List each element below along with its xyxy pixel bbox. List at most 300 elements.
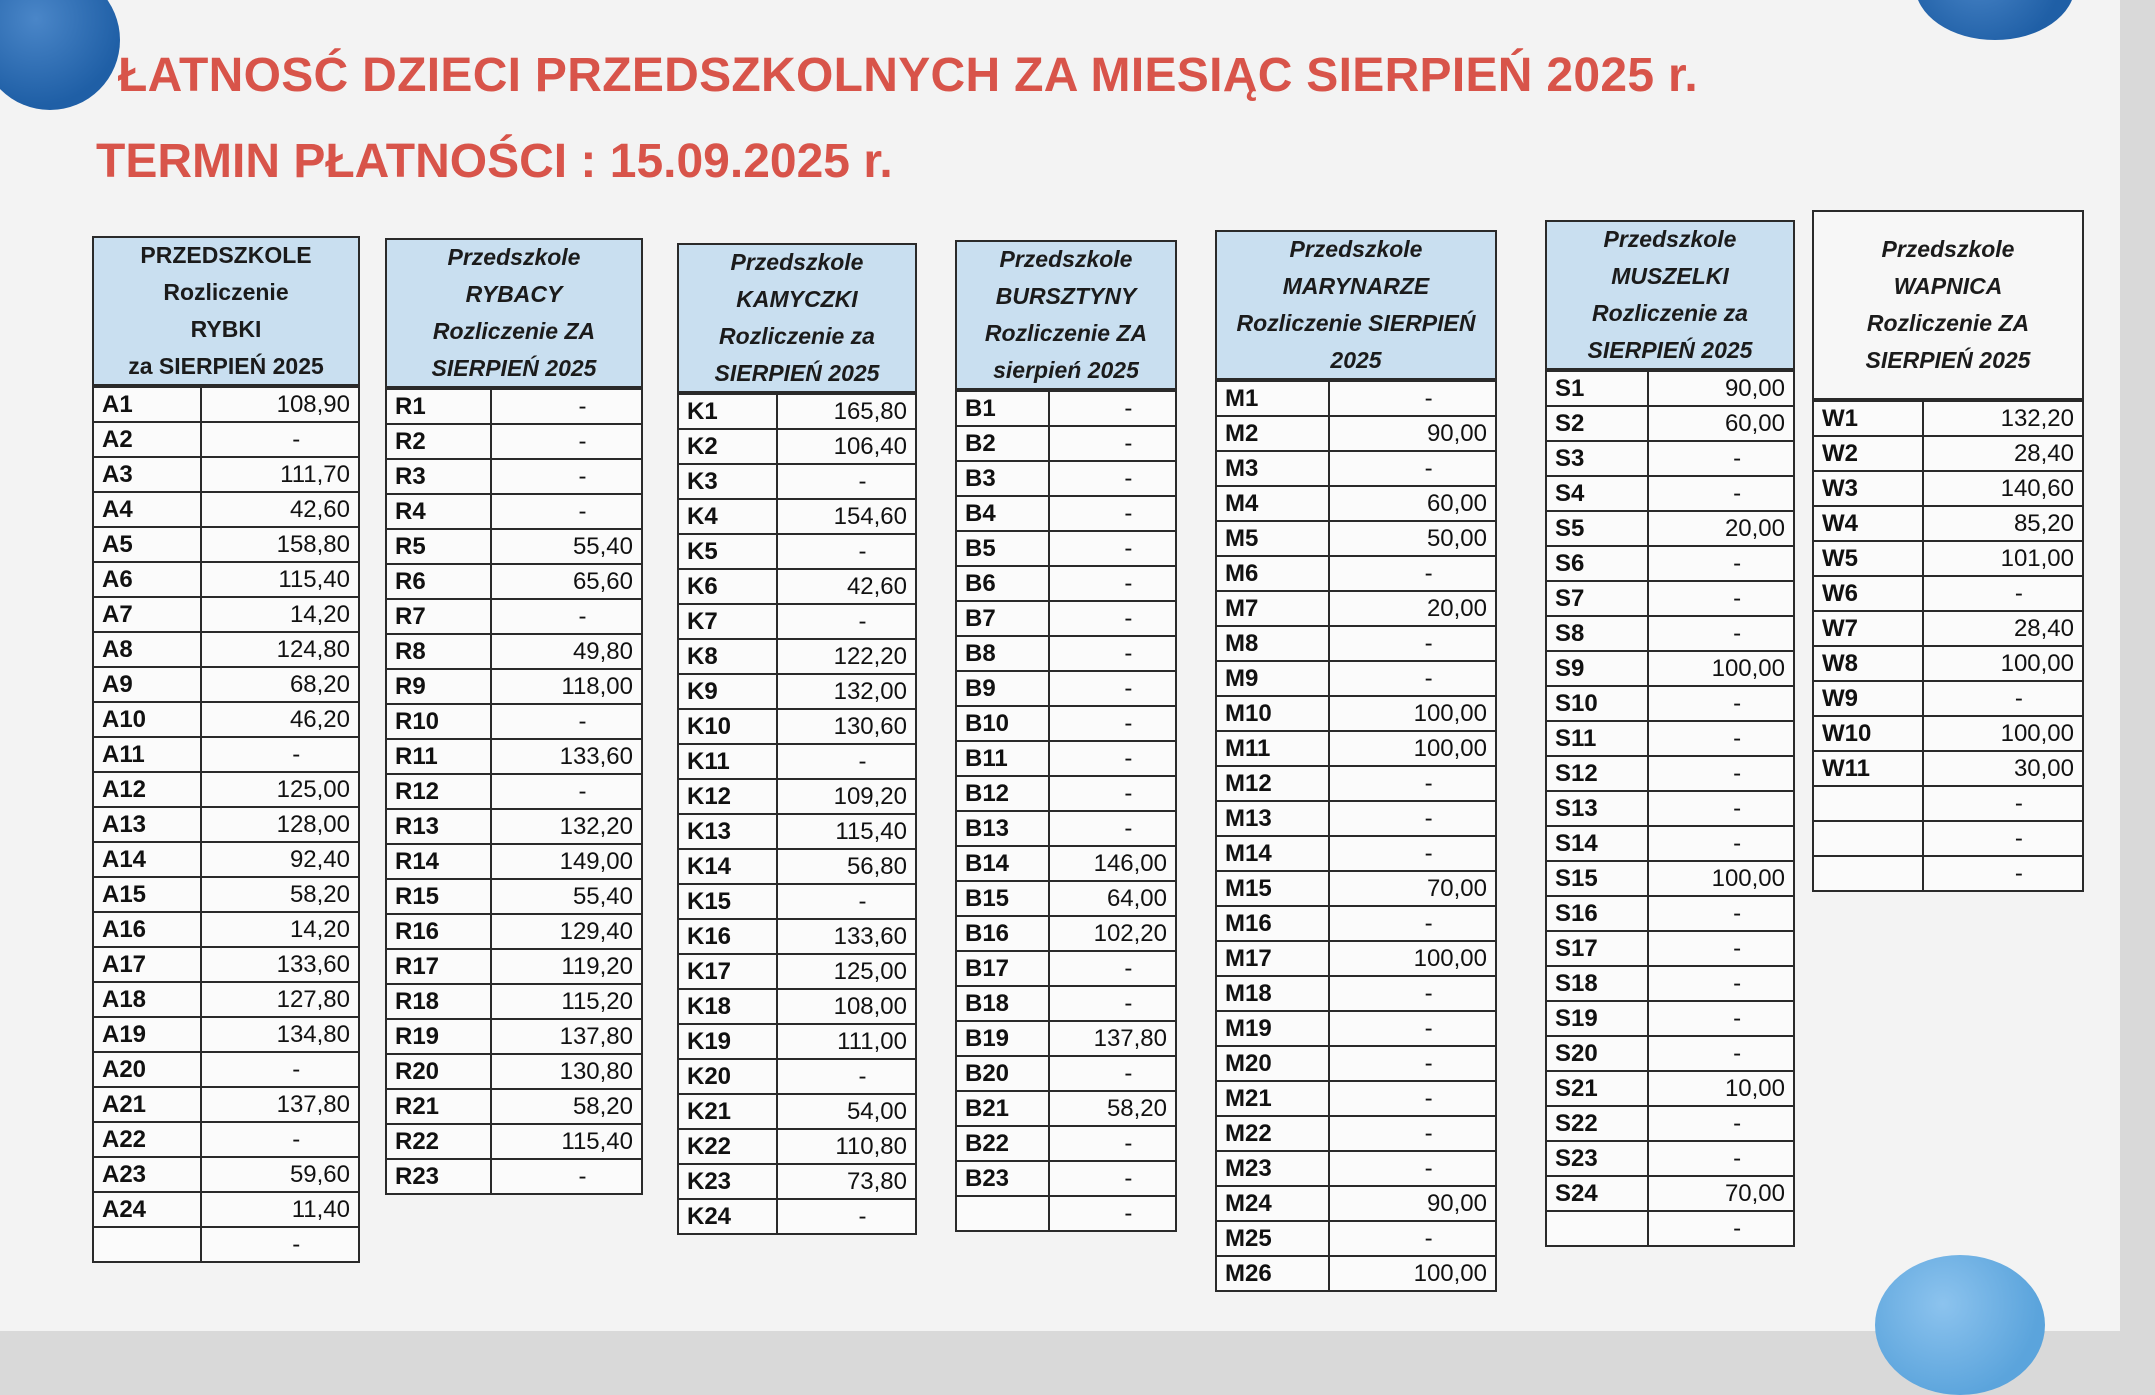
child-code: M12 [1216,766,1329,801]
child-code: M15 [1216,871,1329,906]
table-row [1546,1036,1794,1071]
child-code: R3 [386,459,491,494]
fee-amount: 109,20 [777,779,916,814]
child-code: M3 [1216,451,1329,486]
child-code: R18 [386,984,491,1019]
child-code: K1 [678,394,777,429]
fee-amount: - [1049,671,1176,706]
fee-amount: - [1049,391,1176,426]
fee-amount: 158,80 [201,527,359,562]
fee-amount: - [1648,966,1794,1001]
table-row [386,844,642,879]
child-code: S1 [1546,371,1648,406]
header-line: RYBACY [465,281,563,307]
fee-amount: - [777,464,916,499]
table-row [1546,1001,1794,1036]
fees-table [677,393,917,1235]
child-code: S16 [1546,896,1648,931]
table-row [678,709,916,744]
table-row [678,989,916,1024]
fee-amount: - [491,704,642,739]
table-row [1813,716,2083,751]
child-code: A8 [93,632,201,667]
header-line: RYBKI [190,316,262,342]
fee-amount: - [1049,811,1176,846]
fee-amount: - [1648,896,1794,931]
table-row [678,779,916,814]
fee-amount: 64,00 [1049,881,1176,916]
child-code: B1 [956,391,1049,426]
header-line: KAMYCZKI [736,286,858,312]
child-code: W11 [1813,751,1923,786]
fee-amount: - [1049,776,1176,811]
child-code: A3 [93,457,201,492]
table-row [1216,1221,1496,1256]
fee-amount: - [491,774,642,809]
table-row [1813,856,2083,891]
table-row [1813,506,2083,541]
child-code: A15 [93,877,201,912]
fee-amount: 55,40 [491,529,642,564]
group-header [385,238,643,388]
fee-amount: 30,00 [1923,751,2083,786]
child-code: K23 [678,1164,777,1199]
table-row [678,464,916,499]
fee-amount: 118,00 [491,669,642,704]
child-code: B4 [956,496,1049,531]
fee-amount: 134,80 [201,1017,359,1052]
child-code: R12 [386,774,491,809]
page-title: ŁATNOSĆ DZIECI PRZEDSZKOLNYCH ZA MIESIĄC SIERPIEŃ 2025 r. [118,49,1698,102]
fee-amount: 115,20 [491,984,642,1019]
child-code: S23 [1546,1141,1648,1176]
table-row [678,814,916,849]
child-code: S22 [1546,1106,1648,1141]
fee-amount: 100,00 [1329,731,1496,766]
fee-amount: - [1049,496,1176,531]
child-code: M26 [1216,1256,1329,1291]
fee-amount: - [1049,986,1176,1021]
table-row [1813,751,2083,786]
table-row [93,1087,359,1122]
fee-amount: - [777,1059,916,1094]
header-line: Przedszkole [1603,226,1737,252]
table-row [386,634,642,669]
table-row [678,1094,916,1129]
header-line: Rozliczenie ZA [432,318,596,344]
fee-amount: 59,60 [201,1157,359,1192]
fee-amount: 137,80 [491,1019,642,1054]
payment-deadline: TERMIN PŁATNOŚCI : 15.09.2025 r. [96,135,893,188]
child-code: B8 [956,636,1049,671]
fee-amount: - [1049,1196,1176,1231]
table-row [956,1161,1176,1196]
fee-amount: - [1049,1126,1176,1161]
child-code: K19 [678,1024,777,1059]
table-row [1813,401,2083,436]
child-code: M4 [1216,486,1329,521]
group-bursztyny [955,240,1177,1232]
fee-amount: 127,80 [201,982,359,1017]
fee-amount: 20,00 [1329,591,1496,626]
table-row [93,702,359,737]
child-code: B15 [956,881,1049,916]
table-row [1216,871,1496,906]
header-line: WAPNICA [1893,273,2003,299]
header-line: Rozliczenie ZA [1866,310,2030,336]
header-line: Rozliczenie ZA [984,320,1148,346]
fee-amount: - [1049,706,1176,741]
table-row [1546,1211,1794,1246]
child-code: M21 [1216,1081,1329,1116]
child-code: A14 [93,842,201,877]
table-row [956,461,1176,496]
fee-amount: - [777,534,916,569]
fee-amount: - [1648,686,1794,721]
fee-amount: 58,20 [201,877,359,912]
table-row [1216,486,1496,521]
fee-amount: - [1329,1151,1496,1186]
fee-amount: 100,00 [1329,941,1496,976]
table-row [1216,591,1496,626]
child-code: K20 [678,1059,777,1094]
child-code: A1 [93,387,201,422]
table-row [956,1021,1176,1056]
group-kamyczki [677,243,917,1235]
child-code: W7 [1813,611,1923,646]
table-row [93,947,359,982]
child-code: M2 [1216,416,1329,451]
fee-amount: - [201,422,359,457]
child-code: R9 [386,669,491,704]
fee-amount: 146,00 [1049,846,1176,881]
fee-amount: 100,00 [1329,1256,1496,1291]
child-code: K15 [678,884,777,919]
fee-amount: 133,60 [491,739,642,774]
child-code: R1 [386,389,491,424]
table-row [956,916,1176,951]
table-row [1216,1151,1496,1186]
table-row [1216,626,1496,661]
child-code: S5 [1546,511,1648,546]
fee-amount: 70,00 [1648,1176,1794,1211]
table-row [678,639,916,674]
table-row [1216,381,1496,416]
header-line: SIERPIEŃ 2025 [1865,347,2031,373]
fee-amount: - [491,389,642,424]
fee-amount: - [1648,1001,1794,1036]
header-line: SIERPIEŃ 2025 [714,360,880,386]
fee-amount: - [1329,1081,1496,1116]
table-row [1546,896,1794,931]
table-row [956,776,1176,811]
table-row [386,389,642,424]
table-row [1546,721,1794,756]
table-row [956,426,1176,461]
child-code: K5 [678,534,777,569]
child-code: K13 [678,814,777,849]
fee-amount: 20,00 [1648,511,1794,546]
child-code: A13 [93,807,201,842]
table-row [678,744,916,779]
header-line: MARYNARZE [1282,273,1430,299]
child-code: K10 [678,709,777,744]
child-code: M17 [1216,941,1329,976]
child-code: R21 [386,1089,491,1124]
fee-amount: 42,60 [777,569,916,604]
fee-amount: 154,60 [777,499,916,534]
group-header [1215,230,1497,380]
fee-amount: - [1923,821,2083,856]
table-row [1546,651,1794,686]
fee-amount: 132,00 [777,674,916,709]
fee-amount: 100,00 [1923,646,2083,681]
child-code: A5 [93,527,201,562]
fee-amount: 85,20 [1923,506,2083,541]
child-code: W10 [1813,716,1923,751]
fee-amount: 100,00 [1648,861,1794,896]
fees-table [955,390,1177,1232]
fee-amount: - [777,744,916,779]
header-line: Rozliczenie SIERPIEŃ [1236,310,1476,336]
fee-amount: - [1923,681,2083,716]
table-row [386,704,642,739]
fee-amount: 11,40 [201,1192,359,1227]
table-row [956,601,1176,636]
group-header [677,243,917,393]
fee-amount: - [1648,721,1794,756]
child-code: K22 [678,1129,777,1164]
table-row [93,527,359,562]
table-row [1216,521,1496,556]
group-header [1812,210,2084,400]
fee-amount: - [1648,826,1794,861]
child-code: W6 [1813,576,1923,611]
group-header [1545,220,1795,370]
table-row [1216,661,1496,696]
header-line: MUSZELKI [1611,263,1729,289]
header-line: SIERPIEŃ 2025 [431,355,597,381]
table-row [1546,1176,1794,1211]
table-row [1813,541,2083,576]
fee-amount: - [1648,476,1794,511]
child-code: B7 [956,601,1049,636]
child-code: A18 [93,982,201,1017]
fee-amount: 100,00 [1329,696,1496,731]
table-row [93,1192,359,1227]
table-row [93,1157,359,1192]
table-row [956,531,1176,566]
table-row [386,984,642,1019]
child-code: S2 [1546,406,1648,441]
fee-amount: 100,00 [1923,716,2083,751]
fee-amount: 140,60 [1923,471,2083,506]
table-row [386,1124,642,1159]
fee-amount: 122,20 [777,639,916,674]
table-row [956,1056,1176,1091]
fee-amount: - [1329,801,1496,836]
child-code [1546,1211,1648,1246]
child-code: A12 [93,772,201,807]
table-row [1546,756,1794,791]
child-code: K14 [678,849,777,884]
table-row [678,429,916,464]
child-code: M20 [1216,1046,1329,1081]
fee-amount: 149,00 [491,844,642,879]
child-code: B18 [956,986,1049,1021]
child-code [1813,786,1923,821]
table-row [678,1164,916,1199]
table-row [678,1199,916,1234]
table-row [1546,686,1794,721]
table-row [386,459,642,494]
table-row [1216,766,1496,801]
child-code: B9 [956,671,1049,706]
table-row [1546,511,1794,546]
child-code: M7 [1216,591,1329,626]
table-row [956,671,1176,706]
table-row [1546,581,1794,616]
child-code: B11 [956,741,1049,776]
table-row [678,499,916,534]
table-row [386,949,642,984]
table-row [93,877,359,912]
table-row [1216,1011,1496,1046]
fees-table [385,388,643,1195]
table-row [386,809,642,844]
table-row [386,564,642,599]
group-wapnica [1812,210,2084,892]
child-code: K24 [678,1199,777,1234]
fee-amount: 101,00 [1923,541,2083,576]
child-code: M1 [1216,381,1329,416]
child-code: S10 [1546,686,1648,721]
fee-amount: 119,20 [491,949,642,984]
header-line: Przedszkole [1881,236,2015,262]
child-code: S21 [1546,1071,1648,1106]
child-code: B3 [956,461,1049,496]
child-code: B22 [956,1126,1049,1161]
table-row [956,636,1176,671]
table-row [678,569,916,604]
table-row [386,1159,642,1194]
fee-amount: - [1329,451,1496,486]
fee-amount: - [1648,441,1794,476]
child-code: A4 [93,492,201,527]
table-row [1546,1141,1794,1176]
fee-amount: 115,40 [491,1124,642,1159]
fee-amount: 73,80 [777,1164,916,1199]
group-header [92,236,360,386]
child-code: S8 [1546,616,1648,651]
table-row [93,772,359,807]
fee-amount: 128,00 [201,807,359,842]
fee-amount: - [201,1052,359,1087]
table-row [1546,476,1794,511]
fee-amount: 14,20 [201,597,359,632]
child-code: B13 [956,811,1049,846]
fee-amount: 106,40 [777,429,916,464]
child-code: B5 [956,531,1049,566]
fee-amount: 60,00 [1329,486,1496,521]
fee-amount: - [1648,1106,1794,1141]
table-row [1546,966,1794,1001]
child-code: R16 [386,914,491,949]
child-code: M9 [1216,661,1329,696]
table-row [1216,1081,1496,1116]
child-code: M13 [1216,801,1329,836]
fee-amount: - [1329,1221,1496,1256]
fee-amount: - [1329,381,1496,416]
fee-amount: - [491,599,642,634]
fee-amount: 111,00 [777,1024,916,1059]
child-code: W2 [1813,436,1923,471]
child-code: M8 [1216,626,1329,661]
fee-amount: - [1329,626,1496,661]
table-row [93,457,359,492]
child-code: K17 [678,954,777,989]
child-code: R19 [386,1019,491,1054]
fee-amount: 125,00 [777,954,916,989]
table-row [678,534,916,569]
header-line: Rozliczenie [163,279,289,305]
table-row [386,1089,642,1124]
child-code: W3 [1813,471,1923,506]
fee-amount: - [201,1227,359,1262]
table-row [386,494,642,529]
table-row [956,566,1176,601]
fee-amount: - [777,884,916,919]
fee-amount: 133,60 [201,947,359,982]
child-code: K12 [678,779,777,814]
fee-amount: 28,40 [1923,611,2083,646]
fee-amount: - [491,494,642,529]
header-line: Rozliczenie za [1592,300,1748,326]
table-row [93,492,359,527]
fee-amount: 130,80 [491,1054,642,1089]
fee-amount: - [1329,1116,1496,1151]
table-row [1546,1106,1794,1141]
table-row [1216,941,1496,976]
table-row [386,774,642,809]
fee-amount: - [1329,976,1496,1011]
child-code: M19 [1216,1011,1329,1046]
child-code: A19 [93,1017,201,1052]
fee-amount: - [491,459,642,494]
child-code: R13 [386,809,491,844]
table-row [956,496,1176,531]
table-row [93,982,359,1017]
fee-amount: - [777,1199,916,1234]
fee-amount: 56,80 [777,849,916,884]
child-code: M23 [1216,1151,1329,1186]
fee-amount: - [1648,791,1794,826]
table-row [1216,836,1496,871]
table-row [1813,646,2083,681]
child-code: A22 [93,1122,201,1157]
child-code: M14 [1216,836,1329,871]
table-row [678,884,916,919]
fee-amount: 115,40 [777,814,916,849]
table-row [678,1059,916,1094]
child-code: K11 [678,744,777,779]
table-row [93,737,359,772]
table-row [1813,681,2083,716]
child-code: K2 [678,429,777,464]
fee-amount: 54,00 [777,1094,916,1129]
fee-amount: 90,00 [1329,416,1496,451]
fee-amount: - [1648,616,1794,651]
